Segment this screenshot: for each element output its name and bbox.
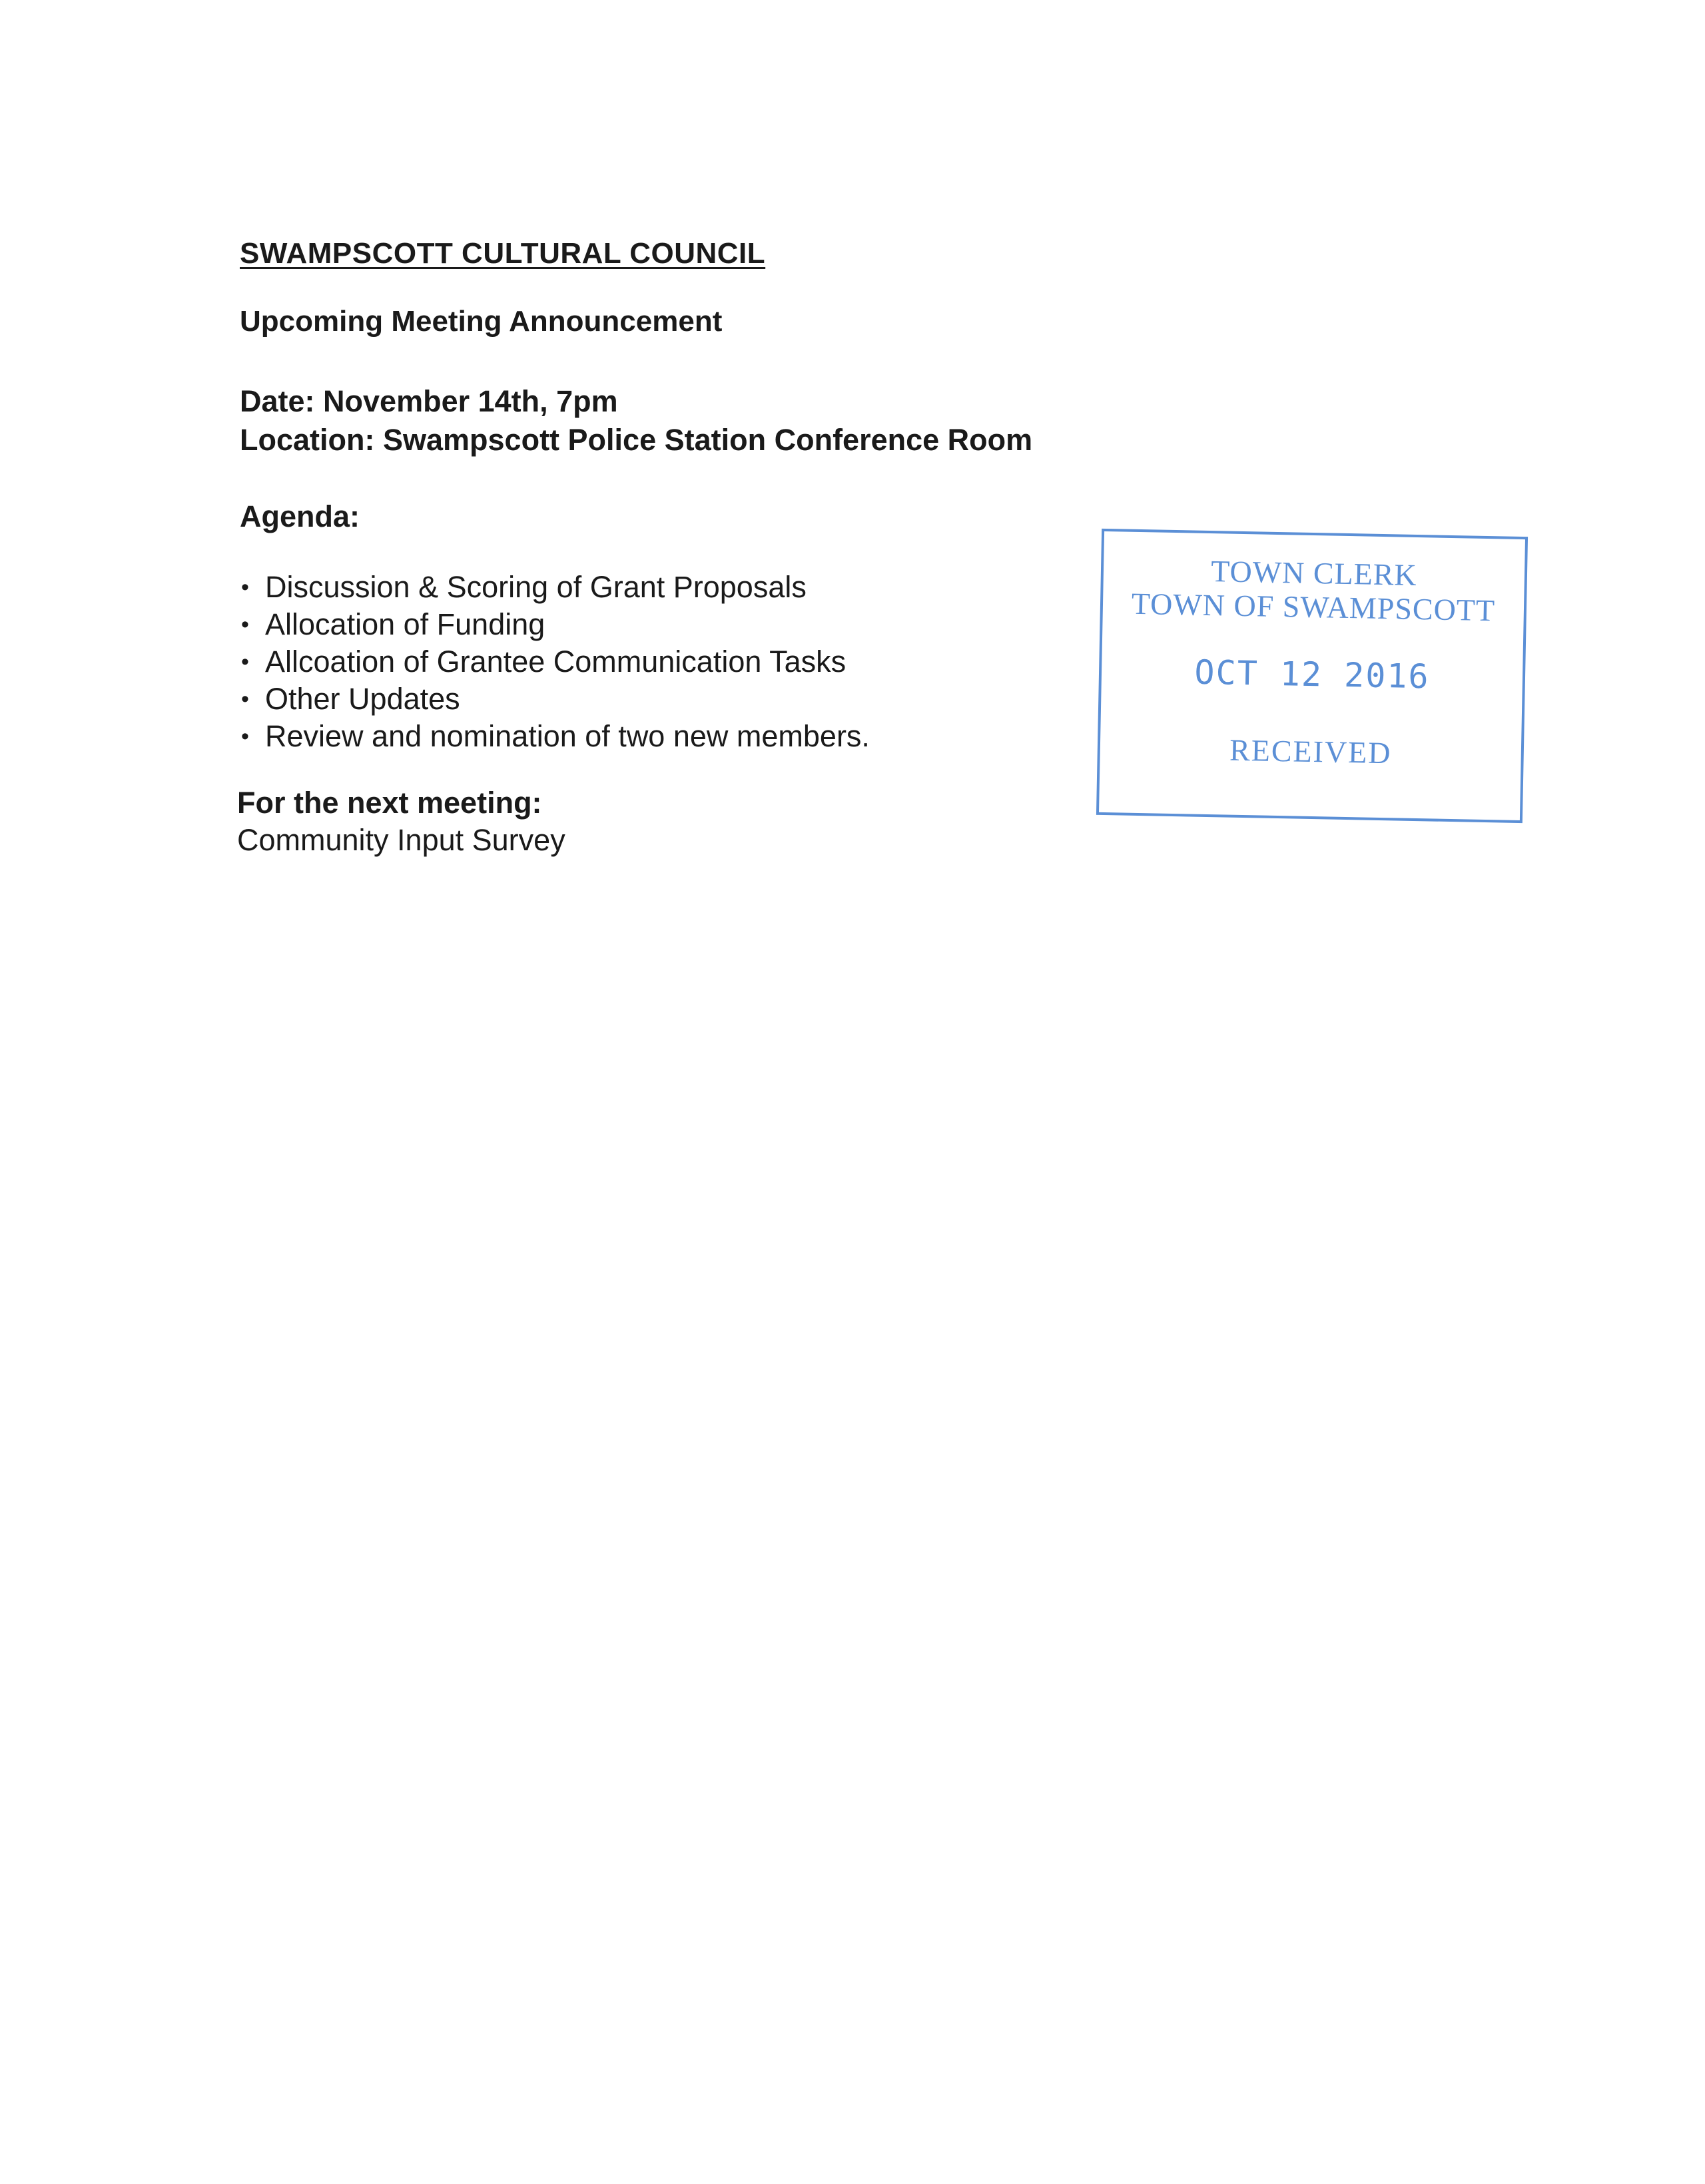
stamp-date: OCT 12 2016 [1194, 653, 1431, 696]
agenda-item [240, 681, 1106, 718]
received-stamp [1096, 529, 1528, 823]
bullet-icon: • [241, 612, 249, 637]
agenda-item [240, 643, 1106, 681]
bullet-icon: • [241, 686, 249, 712]
document-body [237, 237, 1106, 859]
agenda-item [240, 569, 1106, 606]
next-meeting-item: Community Input Survey [237, 823, 565, 857]
agenda-item [240, 718, 1106, 755]
agenda-item-text: Allocation of Funding [265, 607, 545, 641]
bullet-icon: • [241, 575, 249, 600]
agenda-item-text: Review and nomination of two new members. [265, 719, 870, 753]
stamp-status: RECEIVED [1229, 732, 1392, 770]
agenda-item-text: Allcoation of Grantee Communication Tasks [265, 645, 847, 679]
agenda-heading: Agenda: [240, 499, 360, 533]
agenda-item-text: Other Updates [265, 682, 460, 716]
announcement-heading: Upcoming Meeting Announcement [240, 305, 723, 338]
bullet-icon: • [241, 724, 249, 749]
agenda-item [240, 606, 1106, 643]
meeting-location: Location: Swampscott Police Station Conference Room [240, 423, 1033, 457]
meeting-date: Date: November 14th, 7pm [240, 384, 618, 418]
organization-title: SWAMPSCOTT CULTURAL COUNCIL [240, 237, 766, 270]
bullet-icon: • [241, 649, 249, 675]
stamp-town-clerk: TOWN CLERK [1210, 554, 1418, 592]
agenda-list [240, 569, 1106, 755]
stamp-town-name: TOWN OF SWAMPSCOTT [1131, 586, 1496, 628]
agenda-item-text: Discussion & Scoring of Grant Proposals [265, 570, 807, 604]
next-meeting-heading: For the next meeting: [237, 786, 542, 820]
